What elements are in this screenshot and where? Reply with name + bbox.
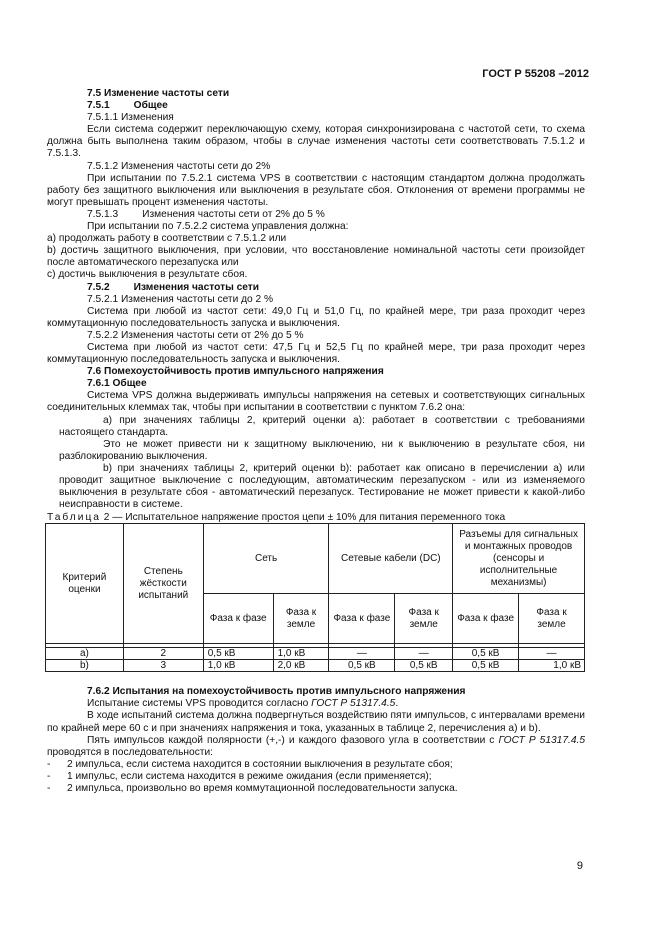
cell-value: — bbox=[395, 648, 453, 660]
clause-heading: 7.5.1.1 Изменения bbox=[87, 112, 174, 124]
table-row bbox=[46, 660, 585, 672]
indented-block bbox=[47, 415, 585, 512]
cell-criterion: b) bbox=[46, 660, 124, 672]
voltage-table bbox=[45, 523, 585, 672]
cell-value: — bbox=[519, 648, 585, 660]
cell-value: 1,0 кВ bbox=[273, 648, 329, 660]
cell-value: 0,5 кВ bbox=[203, 648, 273, 660]
subsection-title: 7.6.2 Испытания на помехоустойчивость против импульсного напряжения bbox=[87, 686, 466, 698]
clause-heading: 7.5.2.2 Изменения частоты сети от 2% до 5 % bbox=[87, 329, 304, 341]
cell-criterion: a) bbox=[46, 648, 124, 660]
list-item: a) продолжать работу в соответствии с 7.5.1.2 или bbox=[47, 233, 287, 245]
section-title: 7.5 Изменение частоты сети bbox=[87, 88, 230, 99]
cell-value: 1,0 кВ bbox=[203, 660, 273, 672]
header-phase-earth: Фаза к земле bbox=[273, 594, 329, 644]
paragraph: Система VPS должна выдерживать импульсы напряжения на сетевых и соответствующих сигнальных соединительных клеммах так, чтобы при испытании в соответствии с пунктом 7.6.2 она: bbox=[47, 390, 585, 414]
dash-list-item: - 2 импульса, произвольно во время коммутационной последовательности запуска. bbox=[47, 783, 458, 795]
standard-reference: ГОСТ Р 51317.4.5 bbox=[311, 698, 396, 710]
subsection-title: 7.5.2 Изменения частоты сети bbox=[87, 281, 260, 293]
paragraph: b) при значениях таблицы 2, критерий оценки b): работает как описано в перечислении а) или проводит защитное выключение с последующим, автоматическим перезапуском - или из изменяемого выключения в результате сбоя - автоматический перезапуск. Тестирование не может привести к какой-либо неисправности в системе. bbox=[59, 462, 585, 511]
subsection-title: 7.5.1 Общее bbox=[87, 100, 168, 112]
cell-value: 1,0 кВ bbox=[519, 660, 585, 672]
page-body bbox=[47, 88, 585, 795]
paragraph: Испытание системы VPS проводится согласно ГОСТ Р 51317.4.5. bbox=[87, 698, 399, 710]
paragraph: Система при любой из частот сети: 49,0 Гц и 51,0 Гц, по крайней мере, три раза проходит через коммутационную последовательность запуска и выключения. bbox=[47, 305, 585, 329]
dash-list-item: - 1 импульс, если система находится в режиме ожидания (если применяется); bbox=[47, 770, 432, 782]
paragraph: Система при любой из частот сети: 47,5 Гц и 52,5 Гц по крайней мере, три раза проходит через коммутационную последовательность запуска и выключения. bbox=[47, 341, 585, 366]
header-phase-earth: Фаза к земле bbox=[519, 594, 585, 644]
paragraph: а) при значениях таблицы 2, критерий оценки а): работает в соответствии с требованиями настоящего стандарта. bbox=[59, 414, 585, 438]
cell-value: 2,0 кВ bbox=[273, 660, 329, 672]
list-item: b) достичь защитного выключения, при условии, что восстановление номинальной частоты сети произойдет после автоматического перезапуска или bbox=[47, 245, 585, 269]
table-row bbox=[46, 648, 585, 660]
header-severity: Степень жёсткости испытаний bbox=[123, 524, 203, 644]
cell-severity: 3 bbox=[123, 660, 203, 672]
header-dc-cables: Сетевые кабели (DC) bbox=[329, 524, 453, 594]
section-title: 7.6 Помехоустойчивость против импульсного напряжения bbox=[87, 366, 384, 378]
table-caption: Таблица 2 — Испытательное напряжение простоя цепи ± 10% для питания переменного тока bbox=[47, 512, 506, 524]
dash-list-item: - 2 импульса, если система находится в состоянии выключения в результате сбоя; bbox=[47, 758, 453, 770]
clause-heading: 7.5.2.1 Изменения частоты сети до 2 % bbox=[87, 293, 274, 305]
cell-value: 0,5 кВ bbox=[453, 648, 519, 660]
cell-value: — bbox=[329, 648, 395, 660]
cell-value: 0,5 кВ bbox=[453, 660, 519, 672]
paragraph: Пять импульсов каждой полярности (+,-) и каждого фазового угла в соответствии с ГОСТ Р 51317.4.5 проводятся в последовательности: bbox=[47, 734, 585, 758]
header-phase-phase: Фаза к фазе bbox=[203, 594, 273, 644]
paragraph: Это не может привести ни к защитному выключению, ни к выключению в результате сбоя, ни разблокированию выключения. bbox=[59, 438, 585, 462]
subsection-title: 7.6.1 Общее bbox=[87, 378, 147, 390]
cell-severity: 2 bbox=[123, 648, 203, 660]
list-item: c) достичь выключения в результате сбоя. bbox=[47, 269, 248, 281]
paragraph: При испытании по 7.5.2.2 система управления должна: bbox=[87, 221, 349, 233]
cell-value: 0,5 кВ bbox=[395, 660, 453, 672]
cell-value: 0,5 кВ bbox=[329, 660, 395, 672]
paragraph: При испытании по 7.5.2.1 система VPS в соответствии с настоящим стандартом должна продолжать работу без защитного выключения или выключения в результате сбоя. Отклонения от времени программы не могут превышать процент изменения частоты. bbox=[47, 172, 585, 208]
page-number: 9 bbox=[576, 860, 583, 872]
header-criterion: Критерий оценки bbox=[46, 524, 124, 644]
paragraph: Если система содержит переключающую схему, которая синхронизирована с частотой сети, то схема должна быть выполнена таким образом, чтобы в случае изменения частоты сети соответствовать 7.5.1.2 и 7.5.1.3. bbox=[47, 124, 585, 160]
document-header: ГОСТ Р 55208 –2012 bbox=[482, 68, 589, 80]
header-phase-phase: Фаза к фазе bbox=[453, 594, 519, 644]
header-signal-ports: Разъемы для сигнальных и монтажных проводов (сенсоры и исполнительные механизмы) bbox=[453, 524, 585, 594]
clause-heading: 7.5.1.3 Изменения частоты сети от 2% до 5 % bbox=[87, 208, 325, 220]
header-phase-earth: Фаза к земле bbox=[395, 594, 453, 644]
header-mains: Сеть bbox=[203, 524, 329, 594]
header-phase-phase: Фаза к фазе bbox=[329, 594, 395, 644]
paragraph: В ходе испытаний система должна подвергнуться воздействию пяти импульсов, с интервалами времени по крайней мере 60 с и при значениях напряжения и тока, указанных в таблице 2, перечисления а) и b). bbox=[47, 710, 585, 734]
standard-reference: ГОСТ Р 51317.4.5 bbox=[498, 734, 585, 746]
clause-heading: 7.5.1.2 Изменения частоты сети до 2% bbox=[87, 160, 271, 172]
